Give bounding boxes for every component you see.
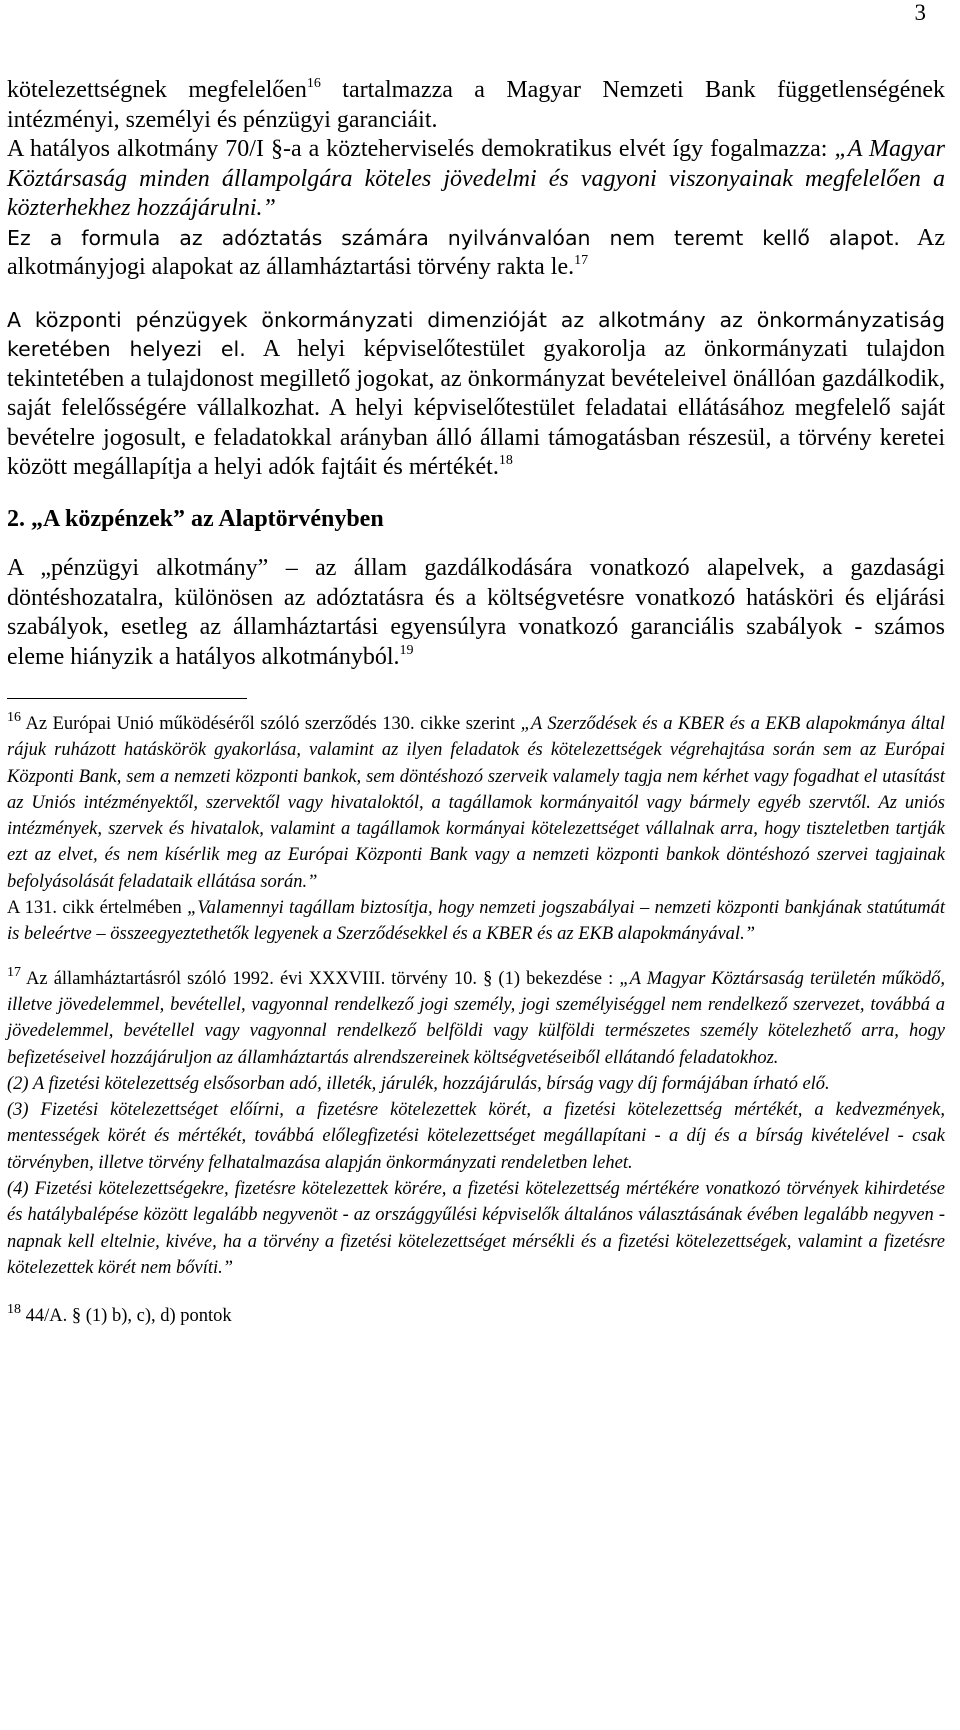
paragraph-local-government: A központi pénzügyek önkormányzati dimenzióját az alkotmány az önkormányzatiság keretében helyezi el. A helyi képviselőtestület gyakorolja az önkormányzati tulajdon tekintetében a tulajdonost megillető jogokat, az önkormányzat bevételeivel önállóan gazdálkodik, saját felelősségére vállalkozhat. A helyi képviselőtestület feladatai ellátásához megfelelő saját bevételre jogosult, e feladatokkal arányban álló állami támogatásban részesül, a törvény keretei között megállapítja a helyi adók fajtáit és mértékét.$^{18}$ <box>7 307 945 480</box>
footnote-16: $^{16}$ Az Európai Unió működéséről szóló szerződés 130. cikke szerint „A Szerződések és a KBER és a EKB alapokmánya által rájuk ruházott hatáskörök gyakorlása, valamint az ilyen feladatok és kötelezettségek végrehajtása során sem az Európai Központi Bank, sem a nemzeti központi bankok, sem döntéshozó szerveik valamely tagja nem kérhet vagy fogadhat el utasítást az Uniós intézményektől, szervektől vagy hivataloktól, a tagállamok kormányaitól vagy bármely egyéb szervtől. Az uniós intézmények, szervek és hivatalok, valamint a tagállamok kormányai kötelezettséget vállalnak arra, hogy tiszteletben tartják ezt az elvet, és nem kísérlik meg az Európai Központi Bank vagy a nemzeti központi bankok döntéshozó szervei tagjainak befolyásolását feladataik ellátása során.” <box>7 710 945 892</box>
footnote-16-continued: A 131. cikk értelmében „Valamennyi tagállam biztosítja, hogy nemzeti jogszabályai – nemzeti központi bankjának statútumát is beleértve – összeegyeztethetők legyenek a Szerződésekkel és a KBER és az EKB alapokmányával.” <box>7 898 945 945</box>
constitution-quote: „A Magyar Köztársaság minden állampolgára köteles jövedelmi és vagyoni viszonyainak megfelelően a közterhekhez hozzájárulni.” <box>7 136 945 221</box>
section-heading: 2. „A közpénzek” az Alaptörvényben <box>7 505 384 532</box>
footnote-separator <box>7 698 247 699</box>
footnote-ref-17[interactable]: 17 <box>574 253 589 268</box>
footnote-17-para-3: (3) Fizetési kötelezettséget előírni, a fizetésre kötelezettek körét, a fizetési kötelezettség mértékét, a kedvezmények, mentességek körét és mértékét, továbbá előlegfizetési kötelezettséget megállapítani - a díj és a bírság kivételével - csak törvényben, illetve törvény felhatalmazása alapján önkormányzati rendeletben lehet. <box>7 1100 945 1173</box>
footnote-17-para-2: (2) A fizetési kötelezettség elsősorban adó, illeték, járulék, hozzájárulás, bírság vagy díj formájában írható elő. <box>7 1073 830 1094</box>
page-number: 3 <box>914 0 926 25</box>
footnote-ref-16[interactable]: 16 <box>306 76 321 91</box>
footnote-ref-18[interactable]: 18 <box>498 453 513 468</box>
main-text <box>7 76 945 1330</box>
paragraph-mnb: kötelezettségnek megfelelően$^{16}$ tartalmazza a Magyar Nemzeti Bank függetlenségének intézményi, személyi és pénzügyi garanciáit. <box>7 76 946 133</box>
footnote-17-para-4: (4) Fizetési kötelezettségekre, fizetésre kötelezettek körére, a fizetési kötelezettség mértékére vonatkozó törvények kihirdetése és hatálybalépése között legalább negyvenöt - az országgyűlési képviselők általános választásának évében legalább negyven - napnak kell eltelnie, kivéve, ha a törvény a fizetési kötelezettséget mérsékli és a fizetési kötelezettségek, valamint a fizetésre kötelezettek körét nem bővíti.” <box>7 1179 945 1278</box>
footnote-17: $^{17}$ Az államháztartásról szóló 1992. évi XXXVIII. törvény 10. § (1) bekezdése : „A Magyar Köztársaság területén működő, illetve jövedelemmel, bevétellel, vagyonnal rendelkező jogi személy, jogi személyiséggel nem rendelkező szervezet, továbbá a jövedelemmel, bevétellel vagy vagyonnal rendelkező belföldi vagy külföldi természetes személy kötelezhető arra, hogy befizetéseivel hozzájáruljon az államháztartás alrendszereinek költségvetéseiből ellátandó feladatokhoz. <box>7 964 945 1068</box>
paragraph-financial-constitution: A „pénzügyi alkotmány” – az állam gazdálkodására vonatkozó alapelvek, a gazdasági döntéshozatalra, különösen az adóztatásra és a költségvetésre vonatkozó hatásköri és eljárási szabályok, esetleg az államháztartási egyensúlyra vonatkozó garanciális szabályok - számos eleme hiányzik a hatályos alkotmányból.$^{19}$ <box>7 555 945 670</box>
footnotes <box>7 711 945 1330</box>
footnote-ref-19[interactable]: 19 <box>399 642 414 658</box>
paragraph-constitution: A hatályos alkotmány 70/I §-a a közteherviselés demokratikus elvét így fogalmazza: „A Magyar Köztársaság minden állampolgára köteles jövedelmi és vagyoni viszonyainak megfelelően a közterhekhez hozzájárulni.” Ez a formula az adóztatás számára nyilvánvalóan nem teremt kellő alapot. Az alkotmányjogi alapokat az államháztartási törvény rakta le.$^{17}$ <box>7 136 945 280</box>
footnote-18: $^{18}$ 44/A. § (1) b), c), d) pontok <box>7 1302 232 1327</box>
